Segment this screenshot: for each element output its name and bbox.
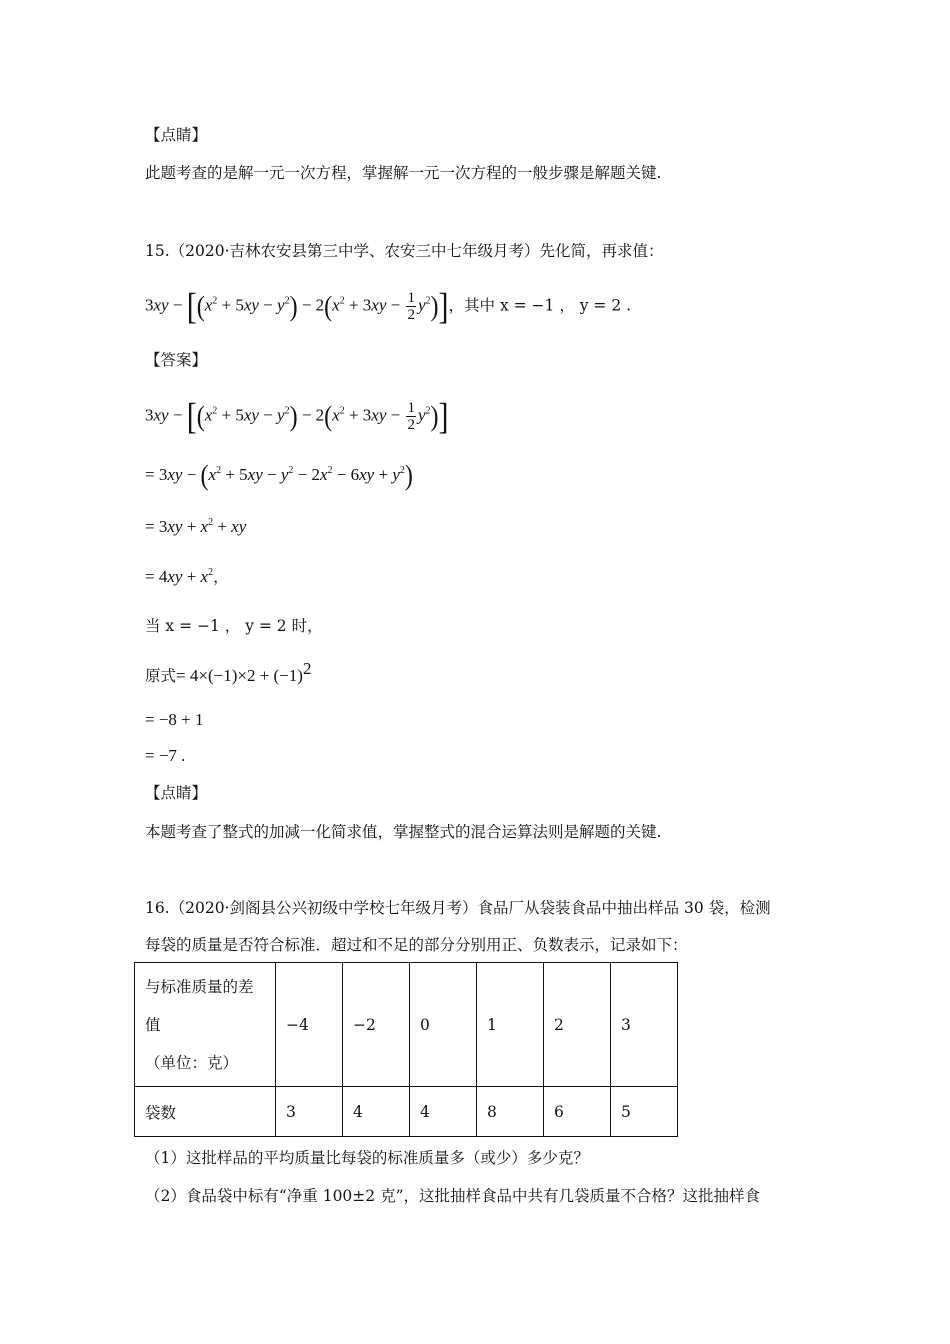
q16-title-line2: 每袋的质量是否符合标准．超过和不足的部分分别用正、负数表示，记录如下： [145, 936, 688, 954]
table-cell: 3 [611, 963, 678, 1087]
table-cell: 3 [276, 1087, 343, 1137]
q16-table [134, 962, 678, 1137]
q15-expression: $3xy - [(x^2 + 5xy - y^2) - 2(x^2 + 3xy$ − $\frac{1}{2}$ $y^2$)]，其中 x = −1 ， y = 2 . [145, 285, 632, 327]
header-line: 值 [145, 1015, 161, 1034]
q15-title: 15.（2020·吉林农安县第三中学、农安三中七年级月考）先化简，再求值： [145, 242, 664, 260]
q16-sub2: （2）食品袋中标有“净重 100±2 克”，这批抽样食品中共有几袋质量不合格？这批抽样食 [145, 1187, 760, 1205]
table-header-cell: 袋数 [135, 1087, 276, 1137]
table-header-cell [135, 963, 276, 1087]
q15-condition: ，其中 x = −1 ， y = 2 . [448, 296, 632, 315]
q14-note-text: 此题考查的是解一元一次方程，掌握解一元一次方程的一般步骤是解题关键. [145, 164, 662, 182]
table-cell: 0 [410, 963, 477, 1087]
table-cell: −4 [276, 963, 343, 1087]
q15-step-2: = $3xy + x^2$ + xy [145, 517, 247, 536]
table-cell: 2 [544, 963, 611, 1087]
header-line: 与标准质量的差 [145, 977, 254, 996]
q15-step-when: 当 x = −1 ， y = 2 时， [145, 617, 323, 635]
q15-orig-prefix: 原式 [145, 667, 177, 685]
table-row [135, 963, 678, 1087]
q16-title-line1: 16.（2020·剑阁县公兴初级中学校七年级月考）食品厂从袋装食品中抽出样品 30 袋，检测 [145, 899, 771, 917]
table-cell: 8 [477, 1087, 544, 1137]
table-cell: 1 [477, 963, 544, 1087]
q16-sub1: （1）这批样品的平均质量比每袋的标准质量多（或少）多少克？ [145, 1149, 589, 1167]
q15-step-orig: 原式= $4\times(-1)\times 2 + (-1)^2$ [145, 659, 312, 685]
q15-note-text: 本题考查了整式的加减一化简求值，掌握整式的混合运算法则是解题的关键. [145, 823, 662, 841]
q15-step-0: $3xy - [(x^2 + 5xy - y^2) - 2(x^2 + 3xy$ − $\frac{1}{2}$ $y^2$)] [145, 395, 449, 437]
q15-step-1: = $3xy - (x^2 + 5xy - y^2 - 2x^2 - 6xy + y^2)$ [145, 460, 413, 492]
q14-note-label: 【点睛】 [145, 126, 208, 144]
table-row [135, 1087, 678, 1137]
table-cell: 5 [611, 1087, 678, 1137]
table-cell: −2 [343, 963, 410, 1087]
q15-note-label: 【点睛】 [145, 784, 208, 802]
header-line: （单位：克） [145, 1053, 239, 1072]
q15-step-3: = $4xy + x^2$， [145, 567, 229, 586]
table-cell: 4 [410, 1087, 477, 1137]
q15-orig-expr: = 4×(−1)×2 + (−1) [176, 666, 303, 685]
table-cell: 6 [544, 1087, 611, 1137]
table-cell: 4 [343, 1087, 410, 1137]
q15-answer-label: 【答案】 [145, 351, 208, 369]
q15-step-neg8: = −8 + 1 [145, 710, 204, 729]
q15-step-neg7: = −7 . [145, 746, 186, 765]
